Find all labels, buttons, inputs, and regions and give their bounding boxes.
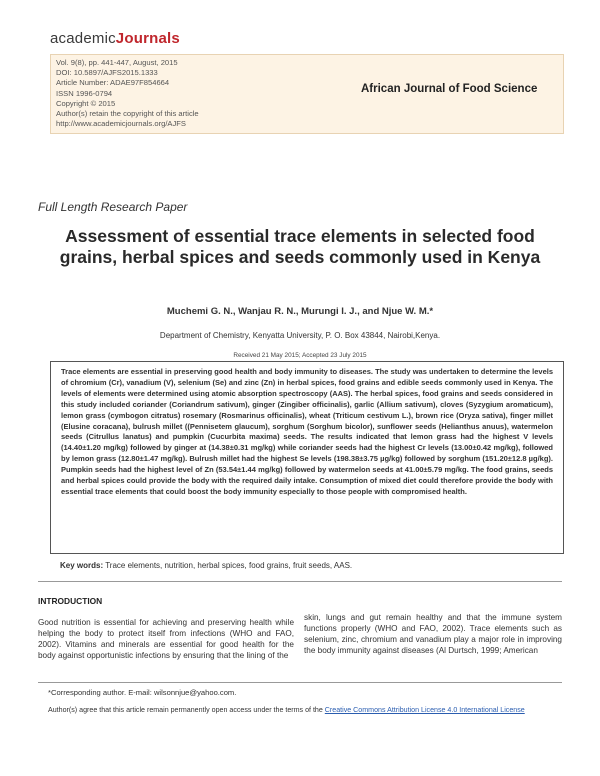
journal-url[interactable]: http://www.academicjournals.org/AJFS	[56, 119, 186, 129]
footnote-area	[38, 682, 562, 743]
rights: Author(s) retain the copyright of this article	[56, 109, 199, 119]
journal-name: African Journal of Food Science	[361, 83, 538, 95]
header-box	[50, 54, 564, 134]
paper-title: Assessment of essential trace elements in selected food grains, herbal spices and seeds commonly used in Kenya	[59, 226, 541, 267]
issn: ISSN 1996-0794	[56, 88, 113, 98]
copyright: Copyright © 2015	[56, 98, 116, 108]
keywords-text: Trace elements, nutrition, herbal spices, food grains, fruit seeds, AAS.	[105, 561, 353, 570]
introduction-left-column: Good nutrition is essential for achieving and preserving health while helping the body to protect itself from infections (WHO and FAO, 2002). Vitamins and minerals are essential for good health for the body against opportunistic infections by ensuring that the lining of the	[38, 618, 294, 660]
section-divider	[38, 581, 562, 582]
publisher-logo	[50, 30, 180, 47]
license-text: Author(s) agree that this article remain permanently open access under the terms of the	[48, 706, 325, 714]
license-statement	[48, 706, 558, 716]
volume-info: Vol. 9(8), pp. 441-447, August, 2015	[56, 58, 178, 67]
keywords	[60, 561, 352, 570]
article-number: Article Number: ADAE97F854664	[56, 78, 170, 88]
license-link[interactable]: Creative Commons Attribution License 4.0 International License	[324, 706, 525, 714]
introduction-right-column: skin, lungs and gut remain healthy and that the immune system functions properly (WHO and FAO, 2002). Trace elements such as selenium, zinc, chromium and vanadium play a major role in improving the body immunity against diseases (Al Durtsch, 1999; American	[304, 613, 562, 655]
keywords-label: Key words:	[60, 561, 104, 570]
authors: Muchemi G. N., Wanjau R. N., Murungi I. J., and Njue W. M.*	[166, 306, 434, 317]
introduction-heading: INTRODUCTION	[38, 596, 103, 606]
logo-part2: Journals	[115, 30, 180, 47]
paper-type: Full Length Research Paper	[38, 200, 188, 214]
received-accepted-dates: Received 21 May 2015; Accepted 23 July 2015	[233, 352, 367, 359]
affiliation: Department of Chemistry, Kenyatta University, P. O. Box 43844, Nairobi,Kenya.	[159, 331, 441, 340]
doi: DOI: 10.5897/AJFS2015.1333	[56, 68, 158, 78]
logo-part1: academic	[50, 30, 116, 47]
article-meta	[56, 58, 199, 129]
abstract-box	[50, 361, 564, 554]
abstract-text: Trace elements are essential in preserving good health and body immunity to diseases. The study was undertaken to determine the levels of chromium (Cr), vanadium (V), selenium (Se) and zinc (Zn) in herbal spices, food grains and edible seeds commonly used in Kenya. The levels of elements were determined using atomic absorption spectroscopy (AAS). The herbal spices, food grains and seeds considered in this study included coriander (Coriandrum sativum), ginger (Zingiber officinalis), garlic (Allium sativum), cloves (Syzygium aromaticum), lemon grass (cymbogon citratus) rosemary (Rosmarinus officinalis), wheat (Triticum cestivum L.), brown rice (Oryza sativa), finger millet (Elusine coracana), bulrush millet ((Pennisetem glaucum), sorghum (Sorghum bicolor), sunflower seeds (Helianthus anuus), watermelon seeds (Citrullus lanatus) and pumpkin (Cucurbita maxima) seeds. The results indicated that lemon grass had the highest V levels (14.40±1.20 mg/kg) followed by ginger at (14.38±0.31 mg/kg) while coriander seeds had the highest Cr levels (13.00±0.42 mg/kg), followed by lemon grass (12.80±1.47 mg/kg). Bulrush millet had the highest Se levels (198.38±3.75 µg/kg) followed by sorghum (151.20±12.8 µg/kg). Pumpkin seeds had the highest level of Zn (53.54±1.44 mg/kg) followed by watermelon seeds at 41.00±5.79 mg/kg. The food grains, seeds and herbal spices could provide the body with the required daily intake. Consumption of mixed diet could therefore provide the body with essential trace elements that could boost the body immunity especially to those people with compromised health.	[61, 367, 553, 496]
corresponding-author: *Corresponding author. E-mail: wilsonnjue@yahoo.com.	[48, 688, 237, 697]
